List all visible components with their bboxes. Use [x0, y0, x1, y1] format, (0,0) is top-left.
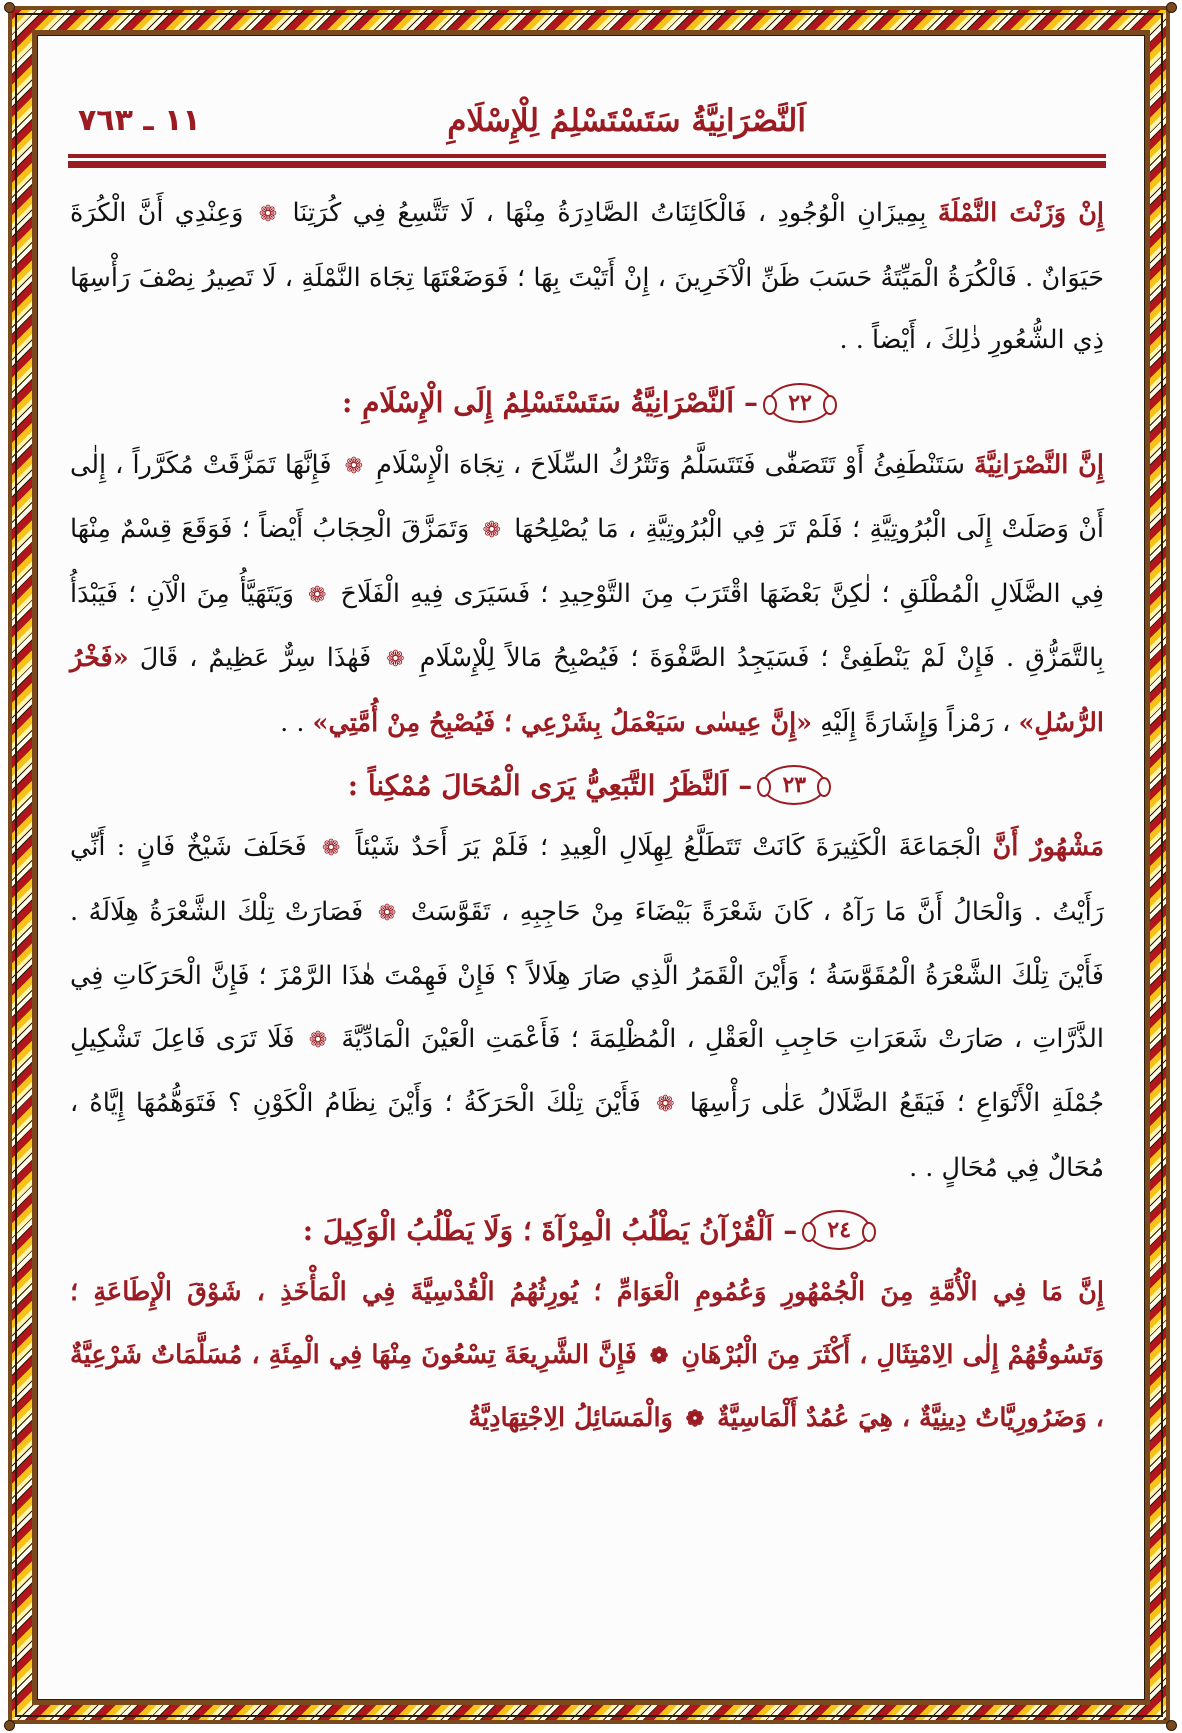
paragraph-text: وَالْمَسَائِلُ الِاجْتِهَادِيَّةُ	[468, 1403, 673, 1433]
paragraph-text: فَإِنَّ الشَّرِيعَةَ تِسْعُونَ مِنْهَا فِي الْمِئَةِ ، مُسَلَّمَاتٌ شَرْعِيَّةٌ ، وَضَرُورِيَّاتٌ دِينِيَّةٌ ، هِيَ عُمُدٌ أَلْمَاسِيَّةٌ	[70, 1339, 1104, 1433]
paragraph-text: فَهٰذَا سِرٌّ عَظِيمٌ ، قَالَ	[139, 643, 372, 673]
section-24-paragraph	[70, 1261, 1104, 1451]
corner-ornament-bottom-right	[1166, 1720, 1177, 1731]
header-rule-thick	[68, 161, 1106, 168]
section-number: ٢٣	[782, 772, 807, 798]
flower-separator-icon: ❁	[321, 836, 341, 861]
paragraph-text: إِنَّ مَا فِي الْأُمَّةِ مِنَ الْجُمْهُورِ وَعُمُومِ الْعَوَامِّ ؛ يُورِثُهُمُ الْقُدْسِيَّةَ فِي الْمَأْخَذِ ، شَوْقَ الْإِطَاعَةِ ؛ وَتَسُوقُهُمْ إِلٰى الِامْتِثَالِ ، أَكْثَرَ مِنَ الْبُرْهَانِ	[70, 1277, 1104, 1370]
section-heading-23	[70, 754, 1104, 816]
corner-ornament-top-left	[4, 2, 15, 13]
paragraph-text: ، رَمْزاً وَإِشَارَةً إِلَيْهِ	[820, 707, 1011, 738]
lead-phrase: إِنْ وَزَنْتَ النَّمْلَةَ	[937, 198, 1105, 228]
flower-separator-icon: ❁	[386, 647, 405, 672]
section-number-medallion	[807, 1210, 871, 1250]
quoted-name: «فَخْرُ الرُّسُلِ»	[70, 643, 1104, 738]
page-number: ١١ ـ ٧٦٣	[78, 103, 201, 138]
page-body	[70, 182, 1104, 1451]
section-23-paragraph	[70, 816, 1104, 1199]
flower-separator-icon: ❁	[308, 1027, 328, 1053]
paragraph-text: فَصَارَتْ تِلْكَ الشَّعْرَةُ هِلَالَهُ . فَأَيْنَ تِلْكَ الشَّعْرَةُ الْمُقَوَّسَةُ ؛ وَأَيْنَ الْقَمَرُ الَّذِي صَارَ هِلَالاً ؟ فَإِنْ فَهِمْتَ هٰذَا الرَّمْزَ ؛ فَإِنَّ الْحَرَكَاتِ فِي الذَّرَّاتِ ، صَارَتْ شَعَرَاتِ حَاجِبِ الْعَقْلِ ، الْمُظْلِمَةَ ؛ فَأَعْمَتِ الْعَيْنَ الْمَادِّيَّةَ	[70, 896, 1105, 1054]
section-title: اَلنَّصْرَانِيَّةُ سَتَسْتَسْلِمُ إِلَى الْإِسْلَامِ :	[342, 386, 734, 419]
paragraph-text: الْجَمَاعَةَ الْكَثِيرَةَ كَانَتْ تَتَطَلَّعُ لِهِلَالِ الْعِيدِ ؛ فَلَمْ يَرَ أَحَدٌ شَيْئاً	[355, 832, 982, 862]
heading-dash: –	[744, 386, 758, 419]
section-title: اَلْقُرْآنُ يَطْلُبُ الْمِرْآةَ ؛ وَلَا يَطْلُبُ الْوَكِيلَ :	[302, 1213, 774, 1247]
paragraph-text: وَعِنْدِي أَنَّ الْكُرَةَ حَيَوَانٌ . فَالْكُرَةُ الْمَيِّتَةُ حَسَبَ ظَنِّ الْآخَرِينَ ، إِنْ أَتَيْتَ بِهَا ؛ فَوَضَعْتَهَا تِجَاهَ النَّمْلَةِ ، لَا تَصِيرُ نِصْفَ رَأْسِهَا ذِي الشُّعُورِ ذٰلِكَ ، أَيْضاً . .	[70, 198, 1104, 355]
paragraph-text: فَحَلَفَ شَيْخٌ فَانٍ : أَنِّي رَأَيْتُ . وَالْحَالُ أَنَّ مَا رَآهُ ، كَانَ شَعْرَةً بَيْضَاءَ مِنْ حَاجِبِهِ ، تَقَوَّسَتْ	[70, 832, 1105, 927]
paragraph-text: بِمِيزَانِ الْوُجُودِ ، فَالْكَائِنَاتُ الصَّادِرَةُ مِنْهَا ، لَا تَتَّسِعُ فِي كُرَتِنَا	[292, 198, 927, 228]
section-number: ٢٤	[827, 1217, 852, 1243]
section-number-medallion	[762, 765, 826, 805]
lead-phrase: إِنَّ النَّصْرَانِيَّةَ	[974, 449, 1104, 480]
lead-phrase: مَشْهُورٌ أَنَّ	[992, 832, 1104, 862]
hadith-quote: «إِنَّ عِيسٰى سَيَعْمَلُ بِشَرْعِي ؛ فَيُصْبِحُ مِنْ أُمَّتِي»	[312, 707, 813, 738]
paragraph-text: وَيَتَهَيَّأُ مِنَ الْآنِ ؛ فَيَبْدَأُ بِالتَّمَزُّقِ . فَإِنْ لَمْ يَنْطَفِئْ ؛ فَسَيَجِدُ الصَّفْوَةَ ؛ فَيُصْبِحُ مَالاً لِلْإِسْلَامِ	[70, 578, 1105, 673]
paragraph-text: سَتَنْطَفِئُ أَوْ تَتَصَفّٰى فَتَتَسَلَّمُ وَتَتْرُكُ السِّلَاحَ ، تِجَاهَ الْإِسْلَامِ	[376, 449, 965, 480]
section-title: اَلنَّظَرُ التَّبَعِيُّ يَرَى الْمُحَالَ مُمْكِناً :	[347, 768, 729, 802]
paragraph-text: وَتَمَزَّقَ الْحِجَابُ أَيْضاً ؛ فَوَقَعَ قِسْمٌ مِنْهَا فِي الضَّلَالِ الْمُطْلَقِ ؛ لٰكِنَّ بَعْضَهَا اقْتَرَبَ مِنَ التَّوْحِيدِ ؛ فَسَيَرَى فِيهِ الْفَلَاحَ	[70, 514, 1105, 609]
section-number: ٢٢	[788, 389, 812, 416]
chapter-title: اَلنَّصْرَانِيَّةُ سَتَسْتَسْلِمُ لِلْإِسْلَامِ	[447, 103, 806, 139]
section-heading-24	[70, 1199, 1104, 1261]
flower-separator-icon: ❁	[308, 582, 327, 608]
flower-separator-icon: ❁	[685, 1406, 705, 1432]
section-number-medallion	[768, 383, 832, 423]
heading-dash: –	[783, 1213, 798, 1247]
paragraph-end: . .	[280, 707, 305, 738]
corner-ornament-bottom-left	[4, 1720, 15, 1731]
flower-separator-icon: ❁	[377, 900, 397, 926]
flower-separator-icon: ❁	[649, 1342, 669, 1369]
flower-separator-icon: ❁	[656, 1092, 675, 1117]
intro-paragraph	[70, 182, 1104, 372]
paragraph-text: فَإِنَّهَا تَمَزَّقَتْ مُكَرَّراً ، إِلٰى أَنْ وَصَلَتْ إِلَى الْبُرُوتِيَّةِ ؛ فَلَمْ تَرَ فِي الْبُرُوتِيَّةِ ، مَا يُصْلِحُهَا	[70, 449, 1105, 544]
section-heading-22	[70, 372, 1104, 434]
paragraph-text: فَأَيْنَ تِلْكَ الْحَرَكَةُ ؛ وَأَيْنَ نِظَامُ الْكَوْنِ ؟ فَتَوَهُّمُهَا إِيَّاهُ ، مُحَالٌ فِي مُحَالٍ . .	[70, 1088, 1104, 1183]
running-header	[66, 96, 1106, 156]
paragraph-text: فَلَا تَرَى فَاعِلَ تَشْكِيلِ جُمْلَةِ الْأَنْوَاعِ ؛ فَيَقَعُ الضَّلَالُ عَلٰى رَأْسِهَا	[70, 1023, 1105, 1118]
section-22-paragraph	[70, 434, 1104, 755]
flower-separator-icon: ❁	[344, 453, 364, 479]
heading-dash: –	[738, 768, 753, 802]
flower-separator-icon: ❁	[482, 518, 501, 543]
corner-ornament-top-right	[1166, 2, 1177, 13]
header-divider	[68, 154, 1106, 168]
flower-separator-icon: ❁	[258, 202, 278, 227]
